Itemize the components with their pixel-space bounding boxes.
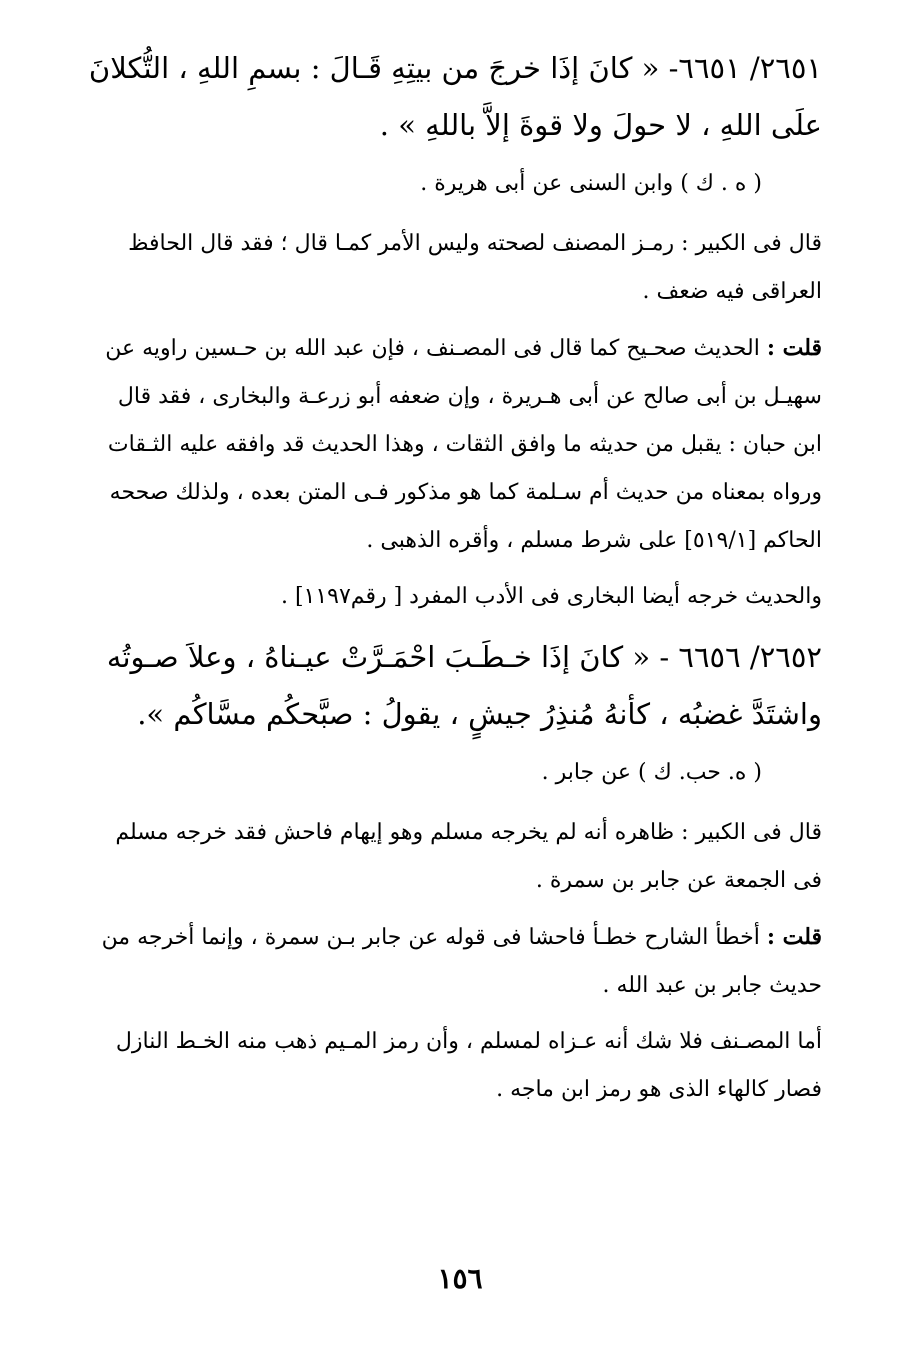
commentary-paragraph: قال فى الكبير : ظاهره أنه لم يخرجه مسلم وهو إيهام فاحش فقد خرجه مسلم فى الجمعة عن جابر بن سمرة . [115, 820, 822, 893]
hadith-line: واشتَدَّ غضبُه ، كأنهُ مُنذِرُ جيشٍ ، يقولُ : صبَّحكُم مسَّاكُم ». [137, 697, 822, 731]
hadith-entry-2652 [100, 629, 822, 1114]
qult-text: الحديث صحـيح كما قال فى المصـنف ، فإن عبد الله بن حـسين راويه عن سهيـل بن أبى صالح عن أبى هـريرة ، وإن ضعفه أبو زرعـة والبخارى ، فقد قال ابن حبان : يقبل من حديثه ما وافق الثقات ، وهذا الحديث قد وافقه عليه الثـقات ورواه بمعناه من حديث أم سـلمة كما هو مذكور فـى المتن بعده ، ولذلك صححه الحاكم [٥١٩/١] على شرط مسلم ، وأقره الذهبى . [105, 336, 822, 553]
hadith-entry-2651 [88, 40, 822, 621]
hadith-source: ( ه. حب. ك ) عن جابر . [541, 760, 762, 785]
hadith-text [100, 629, 822, 743]
hadith-line: ٢٦٥١/ ٦٦٥١- « كانَ إذَا خرجَ من بيتِهِ قَـالَ : بسمِ اللهِ ، التُّكلانَ [88, 51, 822, 85]
page-number: ١٥٦ [437, 1262, 483, 1295]
hadith-line: علَى اللهِ ، لا حولَ ولا قوةَ إلاَّ باللهِ » . [379, 108, 822, 142]
hadith-source: ( ه . ك ) وابن السنى عن أبى هريرة . [420, 171, 762, 196]
qult-paragraph [100, 913, 822, 1010]
qult-text: أخطأ الشارح خطـأ فاحشا فى قوله عن جابر بـن سمرة ، وإنما أخرجه من حديث جابر بن عبد الله . [101, 925, 822, 998]
commentary-paragraph: قال فى الكبير : رمـز المصنف لصحته وليس الأمر كمـا قال ؛ فقد قال الحافظ العراقى فيه ضعف . [128, 231, 822, 304]
qult-paragraph [100, 324, 822, 565]
commentary-paragraph: والحديث خرجه أيضا البخارى فى الأدب المفرد [ رقم١١٩٧] . [280, 584, 822, 609]
commentary-paragraph: أما المصـنف فلا شك أنه عـزاه لمسلم ، وأن رمز المـيم ذهب منه الخـط النازل فصار كالهاء الذى هو رمز ابن ماجه . [115, 1029, 822, 1102]
qult-label: قلت : [766, 335, 822, 361]
page-body [88, 40, 822, 1122]
hadith-line: ٢٦٥٢/ ٦٦٥٦ - « كانَ إذَا خـطَـبَ احْمَـرَّتْ عيـناهُ ، وعلاَ صـوتُه [106, 640, 822, 674]
hadith-text [88, 40, 822, 154]
qult-label: قلت : [766, 924, 822, 950]
